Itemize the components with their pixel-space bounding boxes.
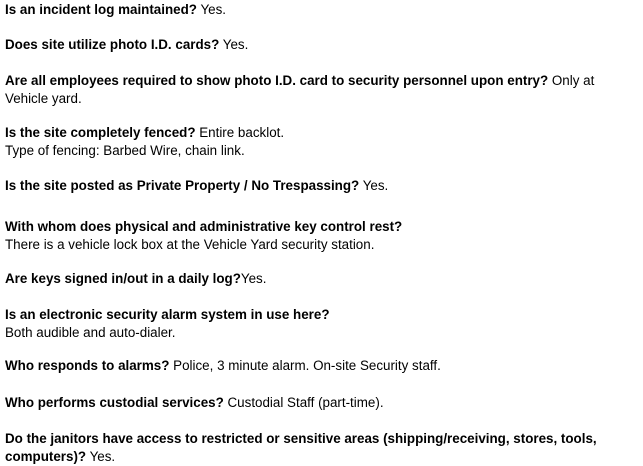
qa-show-id-on-entry	[5, 72, 637, 108]
answer: Yes.	[359, 178, 389, 193]
question: Is an incident log maintained?	[5, 2, 197, 17]
qa-alarm-system	[5, 306, 637, 342]
qa-photo-id-cards	[5, 36, 637, 54]
qa-janitor-access	[5, 430, 637, 466]
qa-private-property-posted	[5, 177, 637, 195]
answer: Yes.	[240, 271, 267, 286]
question: Are all employees required to show photo I.D. card to security personnel upon entry?	[5, 73, 549, 88]
qa-custodial-services	[5, 394, 637, 412]
qa-key-control	[5, 218, 637, 254]
answer: Custodial Staff (part-time).	[223, 395, 384, 410]
question: Are keys signed in/out in a daily log?	[5, 271, 241, 286]
question: Who responds to alarms?	[5, 358, 170, 373]
qa-incident-log	[5, 1, 637, 19]
answer: Entire backlot.	[195, 125, 285, 140]
question: Who performs custodial services?	[5, 395, 224, 410]
answer: Only at Vehicle yard.	[5, 73, 595, 106]
answer: Yes.	[196, 2, 227, 17]
question: Does site utilize photo I.D. cards?	[5, 37, 220, 52]
answer: Yes.	[219, 37, 249, 52]
question: With whom does physical and administrative key control rest?	[5, 219, 403, 234]
qa-keys-daily-log	[5, 270, 637, 288]
qa-alarm-responders	[5, 357, 637, 375]
answer: Yes.	[86, 449, 116, 464]
answer-detail: There is a vehicle lock box at the Vehicle Yard security station.	[5, 237, 375, 252]
answer-detail: Both audible and auto-dialer.	[5, 325, 176, 340]
question: Is the site completely fenced?	[5, 125, 196, 140]
qa-site-fenced	[5, 124, 637, 160]
answer: Police, 3 minute alarm. On-site Security staff.	[169, 358, 441, 373]
answer-detail: Type of fencing: Barbed Wire, chain link.	[5, 143, 245, 158]
question: Do the janitors have access to restricted or sensitive areas (shipping/receiving, stores, tools, computers)?	[5, 431, 597, 464]
question: Is the site posted as Private Property / No Trespassing?	[5, 178, 360, 193]
question: Is an electronic security alarm system in use here?	[5, 307, 330, 322]
